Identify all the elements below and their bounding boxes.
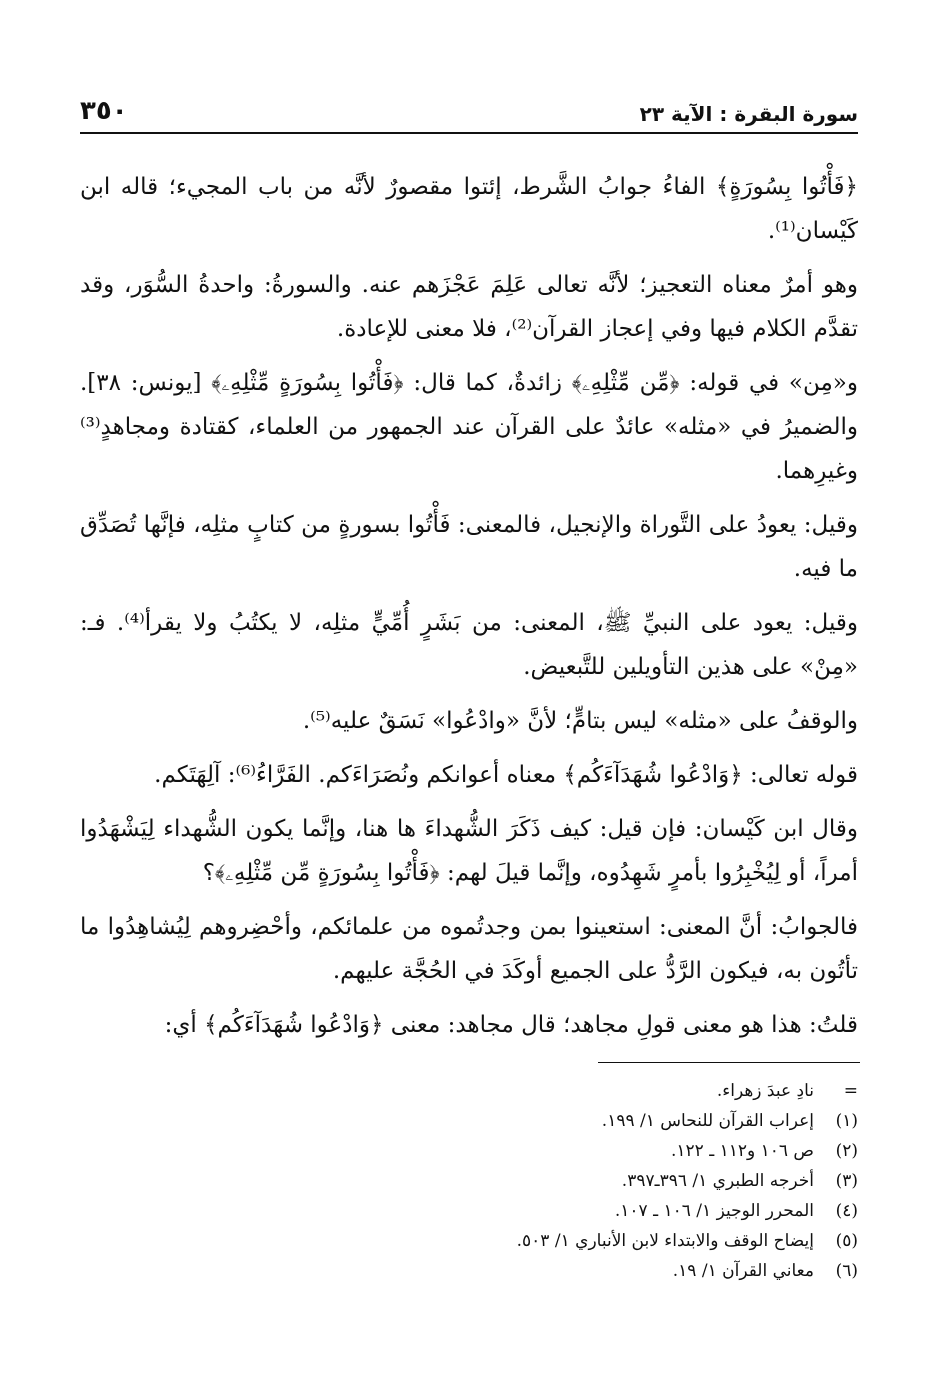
paragraph: قلتُ: هذا هو معنى قولِ مجاهد؛ قال مجاهد: معنى ﴿وَادْعُوا شُهَدَآءَكُم﴾ أي: <box>164 1012 858 1038</box>
footnote <box>300 1196 858 1226</box>
footnote-text: المحرر الوجيز ١/ ١٠٦ ـ ١٠٧. <box>614 1201 814 1221</box>
footnote <box>300 1256 858 1286</box>
paragraph: والوقفُ على «مثله» ليس بتامٍّ؛ لأنَّ «وادْعُوا» نَسَقٌ عليه⁽⁵⁾. <box>302 708 858 734</box>
footnote <box>300 1076 858 1106</box>
paragraph: و«مِن» في قوله: ﴿مِّن مِّثْلِهِۦ﴾ زائدةٌ، كما قال: ﴿فَأْتُوا بِسُورَةٍ مِّثْلِهِۦ﴾ [يونس: ٣٨]. والضميرُ في «مثله» عائدٌ على القرآن عند الجمهور من العلماء، كقتادة ومجاهدٍ⁽³⁾ وغيرِهما. <box>80 370 858 484</box>
footnote-number: (١) <box>835 1111 858 1131</box>
footnote-number: (٤) <box>835 1201 858 1221</box>
footnote-text: إيضاح الوقف والابتداء لابن الأنباري ١/ ٥٠٣. <box>516 1231 814 1251</box>
paragraph: ﴿فَأْتُوا بِسُورَةٍ﴾ الفاءُ جوابُ الشَّرط، إئتوا مقصورٌ لأنَّه من باب المجيء؛ قاله ابن كَيْسان⁽¹⁾. <box>80 174 858 244</box>
main-text <box>80 165 858 1057</box>
footnote-number: (٣) <box>835 1171 858 1191</box>
footnote <box>300 1136 858 1166</box>
footnote-number: (٢) <box>835 1141 858 1161</box>
paragraph: وقال ابن كَيْسان: فإن قيل: كيف ذَكَرَ الشُّهداءَ ها هنا، وإنَّما يكون الشُّهداء لِيَشْهَدُوا أمراً، أو لِيُخْبِرُوا بأمرٍ شَهِدُوه، وإنَّما قيلَ لهم: ﴿فَأْتُوا بِسُورَةٍ مِّن مِّثْلِهِۦ﴾؟ <box>80 816 858 886</box>
footnote-separator <box>598 1062 860 1063</box>
footnote <box>300 1166 858 1196</box>
footnotes <box>300 1076 858 1286</box>
footnote-text: إعراب القرآن للنحاس ١/ ١٩٩. <box>601 1111 814 1131</box>
page-number: ٣٥٠ <box>80 96 128 126</box>
paragraph: فالجوابُ: أنَّ المعنى: استعينوا بمن وجدتُموه من علمائكم، وأحْضِروهم لِيُشاهِدُوا ما تأتُون به، فيكون الرَّدُّ على الجميع أوكَدَ في الحُجَّة عليهم. <box>80 914 858 984</box>
footnote-number: (٥) <box>835 1231 858 1251</box>
footnote-text: نادِ عبدَ زهراء. <box>716 1081 814 1101</box>
footnote-text: أخرجه الطبري ١/ ٣٩٦ـ٣٩٧. <box>621 1171 814 1191</box>
running-title: سورة البقرة : الآية ٢٣ <box>639 102 858 126</box>
footnote-text: ص ١٠٦ و١١٢ ـ ١٢٢. <box>670 1141 814 1161</box>
footnote <box>300 1106 858 1136</box>
paragraph: قوله تعالى: ﴿وَادْعُوا شُهَدَآءَكُم﴾ معناه أعوانكم ونُصَرَاءَكم. الفَرَّاءُ⁽⁶⁾: آلِهَتَكم. <box>154 762 858 788</box>
paragraph: وهو أمرٌ معناه التعجيز؛ لأنَّه تعالى عَلِمَ عَجْزَهم عنه. والسورةُ: واحدةُ السُّوَر، وقد تقدَّم الكلام فيها وفي إعجاز القرآن⁽²⁾، فلا معنى للإعادة. <box>80 272 858 342</box>
paragraph: وقيل: يعود على النبيِّ ﷺ، المعنى: من بَشَرٍ أُمِّيٍّ مثلِه، لا يكتُبُ ولا يقرأ⁽⁴⁾. فـ: «مِنْ» على هذين التأويلين للتَّبعيض. <box>80 610 858 680</box>
footnote-text: معاني القرآن ١/ ١٩. <box>672 1261 814 1281</box>
page-header <box>80 86 858 134</box>
paragraph: وقيل: يعودُ على التَّوراة والإنجيل، فالمعنى: فَأْتُوا بسورةٍ من كتابٍ مثلِه، فإنَّها تُصَدِّق ما فيه. <box>80 512 858 582</box>
footnote-number: (٦) <box>835 1261 858 1281</box>
footnote-number: = <box>843 1081 858 1101</box>
footnote <box>300 1226 858 1256</box>
